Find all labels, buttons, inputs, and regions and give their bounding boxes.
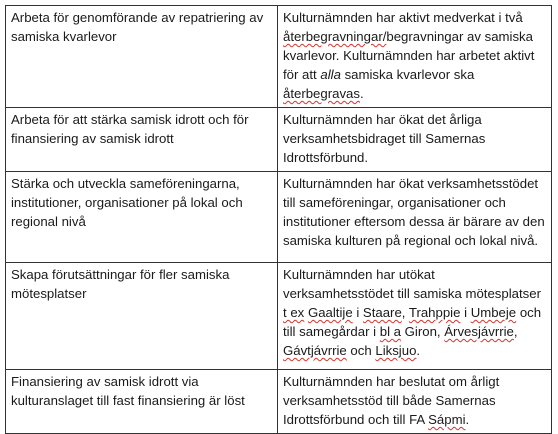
- text-segment: Kulturnämnden har ökat verksamhetsstödet till sameföreningar, organisationer och institutioner eftersom dessa är bärare av den samiska kulturen på regional och lokal nivå.: [283, 176, 545, 248]
- text-segment: Giron,: [401, 324, 445, 339]
- result-cell: [278, 263, 552, 370]
- spellcheck-flagged-text: t ex: [283, 305, 305, 320]
- text-segment: begravningar av samiska kvarlevor. Kulturnämnden har arbetet aktivt för att: [283, 29, 535, 82]
- goal-cell: Skapa förutsättningar för fler samiska mötesplatser: [6, 263, 278, 370]
- text-segment: Kulturnämnden har ökat det årliga verksamhetsbidraget till Samernas Idrottsförbund.: [283, 112, 486, 165]
- table-row: [6, 263, 552, 370]
- text-segment: och: [346, 343, 376, 358]
- text-segment: ,: [513, 324, 518, 339]
- table-row: [6, 172, 552, 263]
- table-body: [6, 6, 552, 434]
- spellcheck-flagged-text: Trahppie: [408, 305, 461, 320]
- spellcheck-flagged-text: Liksjuo: [375, 343, 417, 358]
- spellcheck-flagged-text: återbegravningar/: [283, 29, 387, 44]
- text-segment: .: [359, 86, 364, 101]
- spellcheck-flagged-text: Árvesjávrrie: [444, 324, 514, 339]
- goal-cell: Arbeta för att stärka samisk idrott och för finansiering av samisk idrott: [6, 108, 278, 172]
- goal-cell: Stärka och utveckla sameföreningarna, institutioner, organisationer på lokal och regional nivå: [6, 172, 278, 263]
- result-cell: [278, 108, 552, 172]
- spellcheck-flagged-text: Gaaltije: [307, 305, 353, 320]
- text-segment: Kulturnämnden har beslutat om årligt verksamhetsstöd till både Samernas Idrottsförbund och till FA: [283, 374, 500, 427]
- text-segment: samiska kvarlevor ska: [340, 67, 475, 82]
- table-row: [6, 6, 552, 108]
- spellcheck-flagged-text: bl a: [379, 324, 402, 339]
- spellcheck-flagged-text: Sápmi: [428, 412, 466, 427]
- result-cell: [278, 370, 552, 434]
- spellcheck-flagged-text: återbegravas: [283, 86, 360, 101]
- result-cell: [278, 6, 552, 108]
- result-cell: [278, 172, 552, 263]
- text-segment: i: [352, 305, 363, 320]
- emphasized-text: alla: [320, 67, 341, 82]
- text-segment: .: [416, 343, 421, 358]
- spellcheck-flagged-text: Umbeje: [470, 305, 517, 320]
- results-table: [5, 5, 552, 434]
- text-segment: Kulturnämnden har utökat verksamhetsstödet till samiska mötesplatser: [283, 267, 541, 301]
- spellcheck-flagged-text: Staare: [362, 305, 402, 320]
- text-segment: Kulturnämnden har aktivt medverkat i två: [283, 10, 523, 25]
- text-segment: ,: [401, 305, 409, 320]
- spellcheck-flagged-text: Gávtjávrrie: [283, 343, 347, 358]
- table-row: [6, 108, 552, 172]
- goal-cell: Finansiering av samisk idrott via kulturanslaget till fast finansiering är löst: [6, 370, 278, 434]
- goal-cell: Arbeta för genomförande av repatriering av samiska kvarlevor: [6, 6, 278, 108]
- table-row: [6, 370, 552, 434]
- text-segment: och till samegårdar i: [283, 305, 542, 339]
- text-segment: i: [460, 305, 471, 320]
- text-segment: .: [465, 412, 470, 427]
